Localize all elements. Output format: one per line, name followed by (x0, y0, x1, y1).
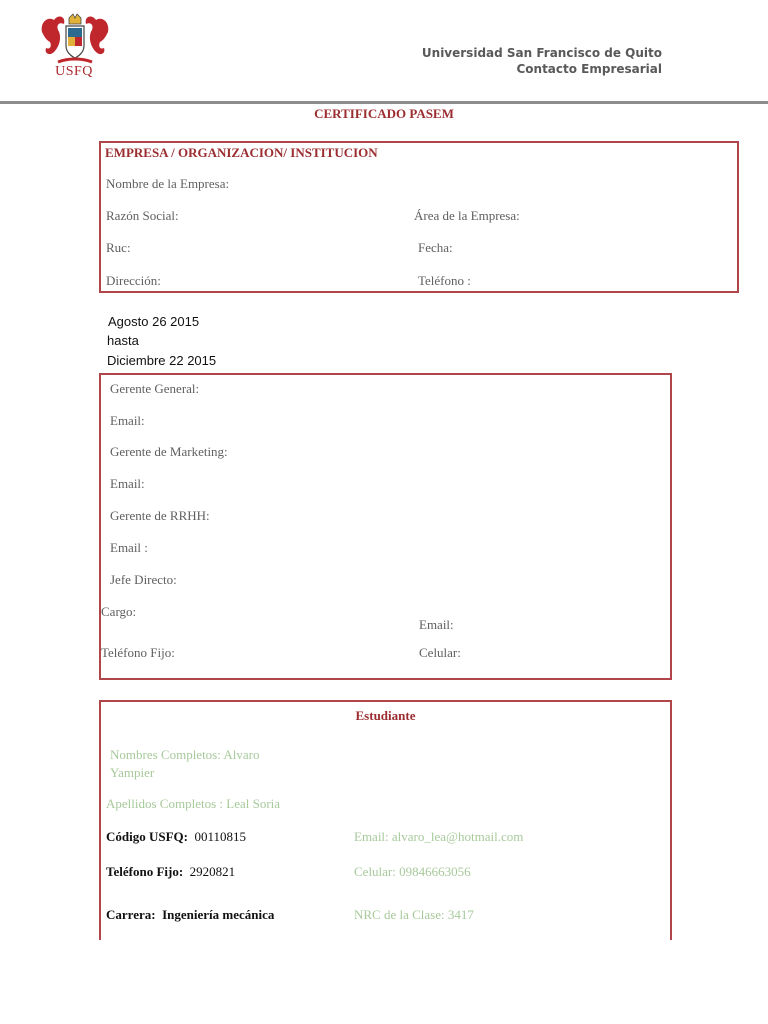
end-date: Diciembre 22 2015 (107, 353, 217, 368)
gerente-marketing-label: Gerente de Marketing: (110, 444, 228, 459)
student-code-value: 00110815 (194, 829, 247, 844)
area-label: Área de la Empresa: (414, 208, 520, 223)
university-name: Universidad San Francisco de Quito (421, 46, 662, 60)
class-nrc: NRC de la Clase: 3417 (354, 907, 474, 922)
contacts-section (99, 373, 672, 680)
student-section (99, 700, 672, 940)
student-career (106, 907, 274, 923)
student-surnames: Apellidos Completos : Leal Soria (106, 796, 281, 811)
razon-social-label: Razón Social: (106, 208, 179, 223)
telefono-fijo-label: Teléfono Fijo: (101, 645, 175, 660)
document-title: CERTIFICADO PASEM (314, 106, 454, 121)
fecha-label: Fecha: (418, 240, 453, 255)
email-label-1: Email: (110, 413, 145, 428)
company-heading: EMPRESA / ORGANIZACION/ INSTITUCION (105, 145, 378, 160)
header-divider (0, 101, 768, 104)
telefono-label: Teléfono : (418, 273, 471, 288)
student-code-label: Código USFQ: (106, 829, 188, 844)
student-phone-label: Teléfono Fijo: (106, 864, 184, 879)
student-mobile: Celular: 09846663056 (354, 864, 471, 879)
gerente-rrhh-label: Gerente de RRHH: (110, 508, 210, 523)
ruc-label: Ruc: (106, 240, 131, 255)
cargo-label: Cargo: (101, 604, 137, 619)
student-phone-value: 2920821 (189, 864, 236, 879)
student-code (106, 829, 246, 845)
celular-label: Celular: (419, 645, 461, 660)
jefe-directo-label: Jefe Directo: (110, 572, 177, 587)
hasta-text: hasta (107, 333, 139, 348)
email-label-3: Email : (110, 540, 148, 555)
email-label-2: Email: (110, 476, 145, 491)
department-name: Contacto Empresarial (516, 62, 662, 76)
start-date: Agosto 26 2015 (108, 314, 200, 329)
student-heading: Estudiante (355, 708, 416, 723)
student-names-line2: Yampier (110, 765, 155, 780)
student-career-value: Ingeniería mecánica (162, 907, 275, 922)
direccion-label: Dirección: (106, 273, 161, 288)
logo-text: USFQ (55, 64, 93, 79)
student-names-line1: Nombres Completos: Alvaro (110, 747, 260, 762)
email-label-4: Email: (419, 617, 454, 632)
company-name-label: Nombre de la Empresa: (106, 176, 230, 191)
student-phone (106, 864, 235, 880)
gerente-general-label: Gerente General: (110, 381, 200, 396)
student-email: Email: alvaro_lea@hotmail.com (354, 829, 524, 844)
student-career-label: Carrera: (106, 907, 156, 922)
crest-icon (38, 12, 112, 70)
